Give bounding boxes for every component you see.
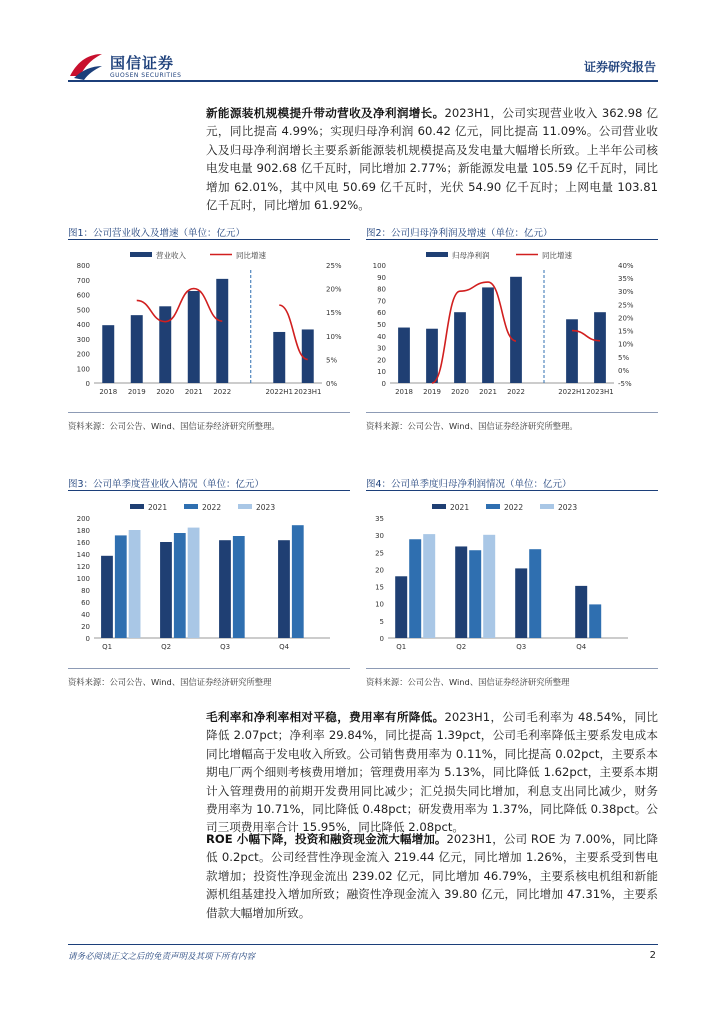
y2-tick-label: 5%	[326, 356, 338, 365]
legend-line-label: 同比增速	[236, 251, 266, 260]
figure-4-title: 图4：公司单季度归母净利润情况（单位：亿元）	[366, 479, 572, 490]
paragraph-body: 2023H1，公司实现营业收入 362.98 亿元，同比提高 4.99%；实现归母净利润 60.42 亿元，同比提高 11.09%。公司营业收入及归母净利润增长主要系新能源装机规模提高及发电量大幅增长所致。上半年公司核电发电量 902.68 亿千瓦时，同比增加 2.77%；新能源发电量 105.59 亿千瓦时，同比增加 62.01%，其中风电 50.69 亿千瓦时，光伏 54.90 亿千瓦时；上网电量 103.81 亿千瓦时，同比增加 61.92%。	[206, 106, 658, 213]
footer-divider	[68, 944, 658, 945]
figure-2-chart	[366, 243, 658, 408]
y-tick-label: 500	[76, 306, 90, 315]
y2-tick-label: 10%	[618, 340, 634, 349]
bar-2019	[426, 329, 438, 383]
y-tick-label: 80	[377, 285, 386, 294]
y-tick-label: 80	[81, 587, 90, 595]
legend-bar-label: 归母净利润	[452, 251, 490, 260]
legend-swatch-2021	[432, 504, 446, 509]
y2-tick-label: 30%	[618, 288, 634, 297]
bar-Q1-2022	[409, 539, 421, 638]
x-tick-label: Q3	[516, 643, 527, 651]
y-tick-label: 20	[377, 356, 386, 365]
bar-2021	[188, 291, 200, 383]
bar-Q1-2023	[129, 530, 141, 638]
figure-2-source: 资料来源：公司公告、Wind、国信证券经济研究所整理。	[366, 421, 578, 431]
company-logo	[68, 50, 258, 84]
figure-1-source: 资料来源：公司公告、Wind、国信证券经济研究所整理。	[68, 421, 280, 431]
legend-bar-label: 营业收入	[156, 251, 186, 260]
y-tick-label: 200	[76, 350, 90, 359]
y-tick-label: 40	[377, 332, 386, 341]
figure-4-source: 资料来源：公司公告、Wind、国信证券经济研究所整理	[366, 677, 570, 687]
figure-3-source-rule	[68, 668, 350, 669]
bar-Q2-2021	[160, 542, 172, 638]
bar-Q2-2023	[483, 535, 495, 638]
y-tick-label: 180	[76, 527, 90, 535]
bar-Q1-2022	[115, 535, 127, 638]
x-tick-label: 2022	[507, 388, 525, 396]
y-tick-label: 140	[76, 551, 90, 559]
x-tick-label: Q4	[279, 643, 290, 651]
bar-Q2-2022	[469, 550, 481, 638]
paragraph-roe-cashflow	[206, 830, 658, 922]
x-tick-label: Q3	[220, 643, 231, 651]
growth-line	[137, 289, 223, 322]
y-tick-label: 30	[377, 344, 386, 353]
legend-label-2022: 2022	[504, 503, 524, 512]
y2-tick-label: 20%	[618, 314, 634, 323]
growth-line	[432, 282, 516, 383]
legend-line-label: 同比增速	[542, 251, 572, 260]
y2-tick-label: 25%	[618, 301, 634, 310]
x-tick-label: 2020	[451, 388, 469, 396]
y-tick-label: 120	[76, 563, 90, 571]
bar-2023H1	[302, 329, 314, 383]
bar-2020	[159, 306, 171, 383]
x-tick-label: 2023H1	[293, 388, 322, 396]
paragraph-revenue-growth	[206, 104, 658, 214]
y-tick-label: 0	[85, 380, 90, 388]
y-tick-label: 50	[377, 321, 386, 329]
bar-2023H1	[594, 312, 606, 383]
x-tick-label: Q1	[396, 643, 407, 651]
x-tick-label: 2019	[423, 388, 441, 396]
report-type-label: 证券研究报告	[583, 60, 656, 74]
y-tick-label: 90	[377, 273, 386, 282]
x-tick-label: 2023H1	[586, 388, 614, 396]
bar-Q1-2021	[101, 556, 113, 638]
x-tick-label: Q2	[456, 643, 467, 651]
y2-tick-label: 5%	[618, 353, 630, 362]
paragraph-lead: 毛利率和净利率相对平稳，费用率有所降低。	[206, 710, 445, 724]
figure-4-source-rule	[366, 668, 658, 669]
bar-2021	[482, 287, 494, 383]
y-tick-label: 100	[372, 262, 386, 270]
figure-1-source-rule	[68, 412, 350, 413]
bar-Q1-2023	[423, 534, 435, 638]
bar-Q3-2021	[219, 540, 231, 638]
bar-2018	[398, 328, 410, 383]
bar-Q4-2021	[575, 586, 587, 638]
x-tick-label: 2021	[479, 388, 497, 396]
y-tick-label: 100	[76, 575, 90, 583]
y-tick-label: 20	[375, 566, 384, 575]
bar-Q2-2023	[188, 528, 200, 638]
header-divider	[68, 80, 658, 82]
bar-2022H1	[273, 332, 285, 383]
legend-bar-swatch	[426, 252, 448, 257]
x-tick-label: 2018	[395, 388, 413, 396]
x-tick-label: 2018	[99, 388, 118, 396]
y-tick-label: 70	[377, 297, 386, 306]
footer-disclaimer: 请务必阅读正文之后的免责声明及其项下所有内容	[68, 952, 256, 962]
y-tick-label: 800	[76, 262, 90, 270]
x-tick-label: 2020	[156, 388, 175, 396]
y-tick-label: 300	[76, 335, 90, 344]
bar-Q2-2022	[174, 533, 186, 638]
x-tick-label: 2022	[213, 388, 232, 396]
y-tick-label: 700	[76, 276, 90, 285]
paragraph-margins	[206, 708, 658, 837]
x-tick-label: Q2	[161, 643, 172, 651]
bar-2020	[454, 312, 466, 383]
y-tick-label: 30	[375, 532, 384, 541]
y-tick-label: 400	[76, 321, 90, 329]
figure-1-title: 图1：公司营业收入及增速（单位：亿元）	[68, 228, 246, 239]
x-tick-label: 2022H1	[265, 388, 294, 396]
figure-2-source-rule	[366, 412, 658, 413]
page-number: 2	[649, 950, 656, 961]
bar-Q4-2022	[292, 525, 304, 638]
paragraph-lead: ROE 小幅下降，投资和融资现金流大幅增加。	[206, 832, 447, 846]
logo-company-name-en: GUOSEN SECURITIES	[110, 72, 182, 79]
x-tick-label: 2022H1	[558, 388, 586, 396]
legend-label-2022: 2022	[202, 503, 222, 512]
bar-Q3-2022	[233, 536, 245, 638]
y-tick-label: 100	[76, 365, 90, 374]
bar-Q4-2021	[278, 540, 290, 638]
legend-swatch-2021	[130, 504, 144, 509]
legend-bar-swatch	[130, 252, 152, 257]
figure-2-title: 图2：公司归母净利润及增速（单位：亿元）	[366, 228, 553, 239]
legend-swatch-2022	[184, 504, 198, 509]
paragraph-body: 2023H1，公司毛利率为 48.54%，同比降低 2.07pct；净利率 29.84%，同比提高 1.39pct，公司毛利率降低主要系发电成本同比增幅高于发电收入所致。公司销售费用率为 0.11%，同比提高 0.02pct，主要系本期电厂两个细则考核费用增加；管理费用率为 5.13%，同比降低 1.62pct，主要系本期计入管理费用的前期开发费用同比减少；汇兑损失同比增加，利息支出同比减少，财务费用率为 10.71%，同比降低 0.48pct；研发费用率为 1.37%，同比降低 0.38pct。公司三项费用率合计 15.95%，同比降低 2.08pct。	[206, 710, 658, 835]
y2-tick-label: 0%	[618, 366, 630, 375]
y2-tick-label: 15%	[618, 327, 634, 336]
figure-4-chart	[366, 496, 658, 661]
figure-1-title-rule	[68, 239, 350, 240]
x-tick-label: Q1	[102, 643, 113, 651]
y2-tick-label: 15%	[326, 309, 342, 318]
x-tick-label: 2021	[184, 388, 203, 396]
y-tick-label: 5	[379, 617, 384, 626]
bar-Q3-2022	[529, 549, 541, 638]
bar-Q1-2021	[395, 576, 407, 638]
legend-label-2021: 2021	[148, 503, 168, 512]
figure-4-title-rule	[366, 490, 658, 491]
figure-3-title: 图3：公司单季度营业收入情况（单位：亿元）	[68, 479, 265, 490]
legend-swatch-2022	[486, 504, 500, 509]
y-tick-label: 35	[375, 515, 384, 523]
legend-label-2023: 2023	[558, 503, 578, 512]
y2-tick-label: 10%	[326, 332, 342, 341]
bar-Q4-2022	[589, 604, 601, 638]
y-tick-label: 60	[81, 599, 90, 607]
y-tick-label: 20	[81, 623, 90, 631]
y2-tick-label: 40%	[618, 262, 634, 270]
bar-Q3-2021	[515, 568, 527, 638]
y-tick-label: 160	[76, 539, 90, 547]
paragraph-lead: 新能源装机规模提升带动营收及净利润增长。	[206, 106, 445, 120]
y-tick-label: 60	[377, 309, 386, 318]
y-tick-label: 10	[375, 600, 384, 609]
y2-tick-label: 20%	[326, 285, 342, 294]
y2-tick-label: 0%	[326, 380, 338, 388]
bar-2022	[510, 277, 522, 383]
y-tick-label: 200	[76, 515, 90, 523]
legend-label-2021: 2021	[450, 503, 470, 512]
figure-2-title-rule	[366, 239, 658, 240]
figure-3-title-rule	[68, 490, 350, 491]
y2-tick-label: 25%	[326, 262, 342, 270]
y-tick-label: 600	[76, 291, 90, 300]
legend-swatch-2023	[540, 504, 554, 509]
figure-3-source: 资料来源：公司公告、Wind、国信证券经济研究所整理	[68, 677, 272, 687]
bar-2019	[131, 315, 143, 383]
y-tick-label: 0	[379, 635, 384, 643]
paragraph-body: 2023H1，公司 ROE 为 7.00%，同比降低 0.2pct。公司经营性净现金流入 219.44 亿元，同比增加 1.26%，主要系受到售电款增加；投资性净现金流出 239.02 亿元，同比增加 46.79%，主要系核电机组和新能源机组基建投入增加所致；融资性净现金流入 39.80 亿元，同比增加 47.31%，主要系借款大幅增加所致。	[206, 832, 658, 920]
y-tick-label: 10	[377, 368, 386, 377]
legend-swatch-2023	[238, 504, 252, 509]
logo-mark-icon	[68, 50, 104, 82]
x-tick-label: 2019	[127, 388, 146, 396]
y-tick-label: 0	[381, 380, 386, 388]
figure-1-chart	[68, 243, 350, 408]
y2-tick-label: 35%	[618, 275, 634, 284]
logo-company-name: 国信证券	[110, 54, 175, 72]
legend-label-2023: 2023	[256, 503, 276, 512]
y-tick-label: 15	[375, 583, 384, 592]
x-tick-label: Q4	[576, 643, 587, 651]
bar-2018	[102, 325, 114, 383]
figure-3-chart	[68, 496, 350, 661]
bar-2022H1	[566, 319, 578, 383]
y2-tick-label: -5%	[618, 380, 632, 388]
y-tick-label: 0	[85, 635, 90, 643]
bar-2022	[216, 279, 228, 383]
bar-Q2-2021	[455, 546, 467, 638]
y-tick-label: 25	[375, 549, 384, 558]
y-tick-label: 40	[81, 611, 90, 619]
